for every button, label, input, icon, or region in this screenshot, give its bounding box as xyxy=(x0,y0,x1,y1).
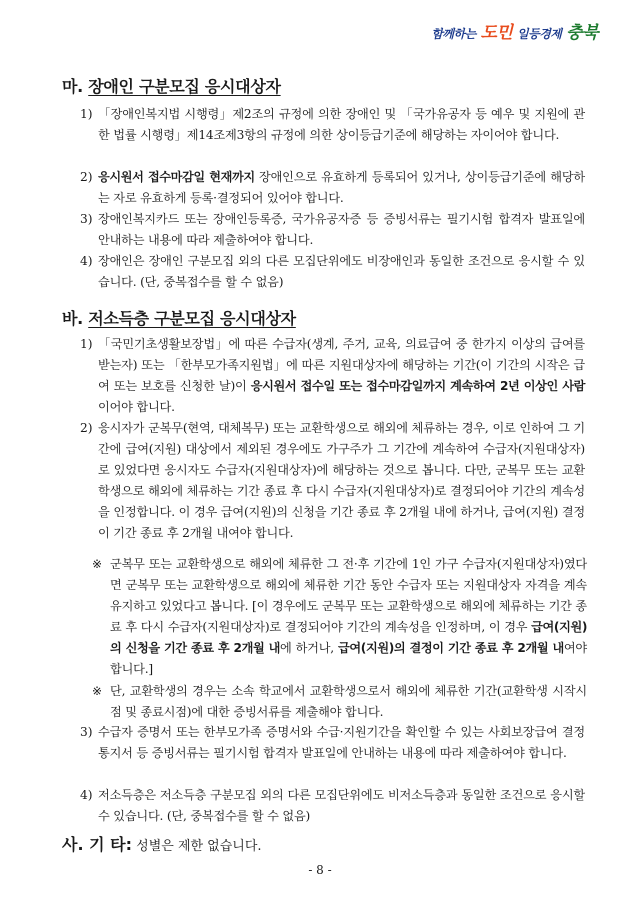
item-bold-text: 응시원서 접수일 또는 접수마감일까지 계속하여 2년 이상인 사람 xyxy=(250,379,585,393)
logo-text-3: 일등경제 xyxy=(517,27,562,41)
section-sa-label: 사. 기 타 xyxy=(62,835,126,854)
logo-text-4: 충북 xyxy=(566,23,598,43)
section-ba-item-3 xyxy=(80,722,585,764)
item-text xyxy=(98,167,585,209)
section-ba-item-2 xyxy=(80,418,585,544)
item-text: 저소득층은 저소득층 구분모집 외의 다른 모집단위에도 비저소득층과 동일한 조건으로 응시할 수 있습니다. (단, 중복접수를 할 수 없음) xyxy=(98,788,585,823)
logo-text-2: 도민 xyxy=(480,23,513,43)
section-ma-item-4 xyxy=(80,251,585,293)
section-ba-note-1 xyxy=(92,554,587,680)
note-mark: ※ xyxy=(92,684,103,698)
item-text xyxy=(98,334,585,418)
section-ma-item-1 xyxy=(80,104,585,146)
section-ba-heading xyxy=(62,306,296,329)
item-text: 수급자 증명서 또는 한부모가족 증명서와 수급·지원기간을 확인할 수 있는 사회보장급여 결정통지서 등 증빙서류는 필기시험 합격자 발표일에 안내하는 내용에 따라 제출하여야 합니다. xyxy=(98,725,585,760)
logo-text-1: 함께하는 xyxy=(431,27,476,41)
section-ba-item-4 xyxy=(80,785,585,827)
item-bold-text: 응시원서 접수마감일 현재까지 xyxy=(98,170,255,184)
section-ba-label: 바. xyxy=(62,309,83,328)
item-number: 1) xyxy=(80,337,93,351)
item-number: 2) xyxy=(80,421,93,435)
note-text: 단, 교환학생의 경우는 소속 학교에서 교환학생으로서 해외에 체류한 기간(교환학생 시작시점 및 종료시점)에 대한 증빙서류를 제출해야 합니다. xyxy=(110,684,587,719)
note-mark: ※ xyxy=(92,557,103,571)
item-number: 4) xyxy=(80,788,93,802)
item-text-rest: 이어야 합니다. xyxy=(98,400,175,414)
section-ma-item-3 xyxy=(80,209,585,251)
item-number: 4) xyxy=(80,254,93,268)
section-ba-item-1 xyxy=(80,334,585,418)
item-text: 장애인복지카드 또는 장애인등록증, 국가유공자증 등 증빙서류는 필기시험 합격자 발표일에 안내하는 내용에 따라 제출하여야 합니다. xyxy=(98,212,585,247)
header-logo xyxy=(431,18,598,43)
item-text: 응시자가 군복무(현역, 대체복무) 또는 교환학생으로 해외에 체류하는 경우, 이로 인하여 그 기간에 급여(지원) 대상에서 제외된 경우에도 가구주가 그 기간에 계속하여 수급자(지원대상자)로 있었다면 응시자도 수급자(지원대상자)에 해당하는 것으로 봅니다. 다만, 군복무 또는 교환학생으로 해외에 체류하는 기간 종료 후 다시 수급자(지원대상자)로 결정되어야 기간의 계속성을 인정합니다. 이 경우 급여(지원)의 신청을 기간 종료 후 2개월 내에 하거나, 급여(지원) 결정이 기간 종료 후 2개월 내여야 합니다. xyxy=(98,421,585,540)
item-text-lead: 「국민기초생활보장법」에 따른 수급자(생계, 주거, 교육, 의료급여 중 한가지 이상의 급여를 받는자) 또는 「한부모가족지원법」에 따른 지원대상자에 해당하는 기간(이 기간의 시작은 급여 또는 보호를 신청한 날)이 xyxy=(98,337,585,393)
note-text xyxy=(110,554,587,680)
note-text-rest: 여야 합니다.] xyxy=(110,641,587,676)
item-number: 1) xyxy=(80,107,93,121)
section-ma-item-2 xyxy=(80,167,585,209)
page-number: - 8 - xyxy=(308,863,332,877)
section-ma-label: 마. xyxy=(62,77,83,96)
item-number: 2) xyxy=(80,170,93,184)
item-text: 「장애인복지법 시행령」제2조의 규정에 의한 장애인 및 「국가유공자 등 예우 및 지원에 관한 법률 시행령」제14조제3항의 규정에 의한 상이등급기준에 해당하는 자이어야 합니다. xyxy=(98,107,585,142)
section-ma-heading xyxy=(62,74,281,97)
item-text-rest: 장애인으로 유효하게 등록되어 있거나, 상이등급기준에 해당하는 자로 유효하게 등록·결정되어 있어야 합니다. xyxy=(98,170,585,205)
note-text-mid: 에 하거나, xyxy=(279,641,339,655)
note-text-lead: 군복무 또는 교환학생으로 해외에 체류한 그 전·후 기간에 1인 가구 수급자(지원대상자)였다면 군복무 또는 교환학생으로 해외에 체류한 기간 동안 수급자 또는 지원대상자 자격을 계속 유지하고 있었다고 봅니다. [이 경우에도 군복무 또는 교환학생으로 해외에 체류하는 기간 종료 후 다시 수급자(지원대상자)로 결정되어야 기간의 계속성을 인정하며, 이 경우 xyxy=(110,557,587,634)
item-number: 3) xyxy=(80,725,93,739)
section-ba-note-2 xyxy=(92,681,587,723)
item-text: 장애인은 장애인 구분모집 외의 다른 모집단위에도 비장애인과 동일한 조건으로 응시할 수 있습니다. (단, 중복접수를 할 수 없음) xyxy=(98,254,585,289)
note-bold-text-1: 급여(지원)의 신청을 기간 종료 후 2개월 내 xyxy=(110,620,587,655)
note-bold-text-2: 급여(지원)의 결정이 기간 종료 후 2개월 내 xyxy=(338,641,564,655)
section-sa-text: 성별은 제한 없습니다. xyxy=(132,839,262,854)
section-ma-title: 장애인 구분모집 응시대상자 xyxy=(88,77,281,96)
item-number: 3) xyxy=(80,212,93,226)
section-ba-title: 저소득층 구분모집 응시대상자 xyxy=(88,309,296,328)
section-sa xyxy=(62,832,262,855)
section-sa-colon: : xyxy=(125,835,132,854)
